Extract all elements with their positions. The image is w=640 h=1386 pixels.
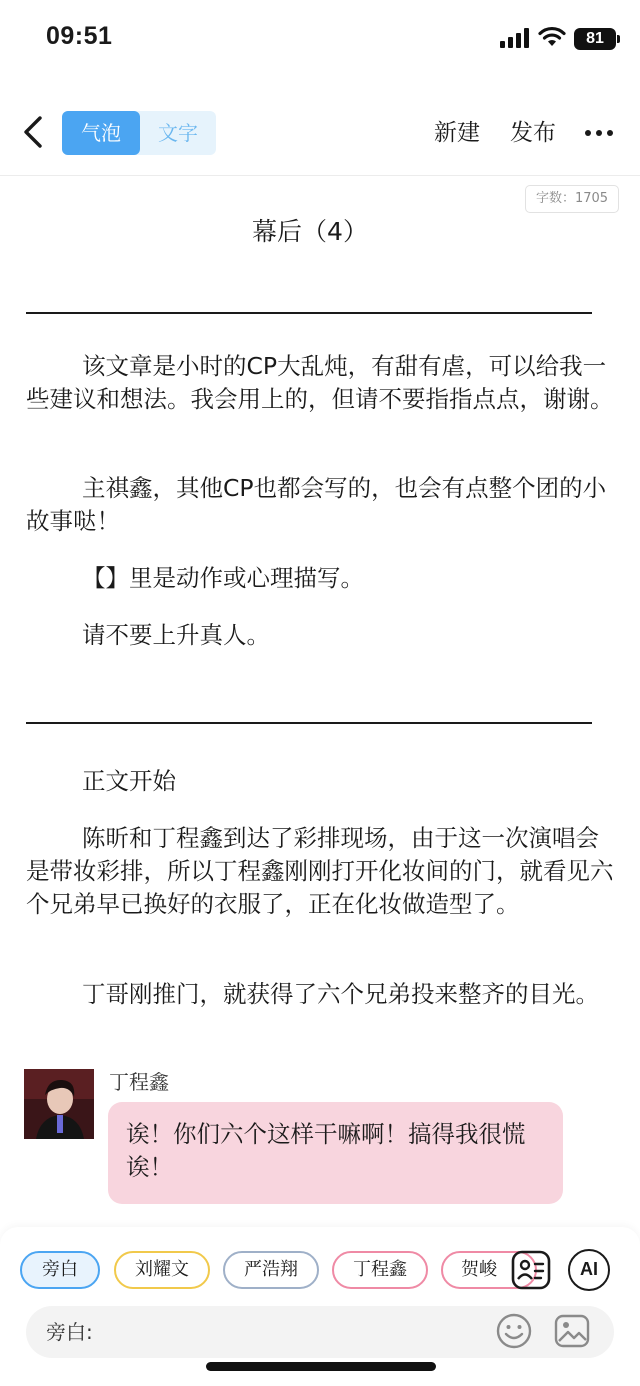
mode-bubble-tab[interactable]: 气泡 bbox=[62, 111, 140, 155]
message-input[interactable] bbox=[108, 1312, 488, 1352]
wifi-icon bbox=[538, 26, 566, 48]
battery-level: 81 bbox=[574, 28, 616, 50]
battery-cap bbox=[617, 35, 620, 43]
back-arrow-icon[interactable] bbox=[16, 110, 52, 154]
divider-line bbox=[26, 312, 592, 314]
document-title[interactable]: 幕后（4） bbox=[252, 217, 368, 246]
paragraph-story-2[interactable]: 丁哥刚推门，就获得了六个兄弟投来整齐的目光。 bbox=[82, 980, 599, 1008]
paragraph-bracket-note[interactable]: 【】里是动作或心理描写。 bbox=[82, 564, 364, 592]
status-time: 09:51 bbox=[46, 22, 113, 50]
publish-button[interactable]: 发布 bbox=[510, 120, 556, 146]
new-button[interactable]: 新建 bbox=[434, 120, 480, 146]
emoji-icon[interactable] bbox=[495, 1312, 533, 1350]
ai-assist-button[interactable]: AI bbox=[568, 1249, 610, 1291]
input-role-label: 旁白: bbox=[46, 1320, 93, 1344]
cellular-signal-icon bbox=[500, 28, 532, 48]
more-options-icon[interactable] bbox=[584, 118, 614, 148]
mode-text-tab[interactable]: 文字 bbox=[158, 121, 198, 145]
image-icon[interactable] bbox=[553, 1312, 591, 1350]
role-chip-he-junlin[interactable]: 贺峻 bbox=[441, 1251, 537, 1289]
paragraph-disclaimer[interactable]: 请不要上升真人。 bbox=[82, 621, 270, 649]
chat-bubble[interactable]: 诶！你们六个这样干嘛啊！搞得我很慌诶！ bbox=[108, 1102, 563, 1204]
speaker-name: 丁程鑫 bbox=[109, 1070, 169, 1094]
home-indicator bbox=[206, 1362, 436, 1371]
divider-line bbox=[26, 722, 592, 724]
role-chip-narrator[interactable]: 旁白 bbox=[20, 1251, 100, 1289]
word-count-badge: 字数：1705 bbox=[525, 185, 619, 213]
avatar-portrait-icon bbox=[24, 1069, 94, 1139]
paragraph-start[interactable]: 正文开始 bbox=[82, 767, 176, 795]
top-navigation bbox=[0, 100, 640, 176]
role-selector bbox=[20, 1251, 497, 1291]
role-chip-yan-haoxiang[interactable]: 严浩翔 bbox=[223, 1251, 319, 1289]
role-chip-liu-yaowen[interactable]: 刘耀文 bbox=[114, 1251, 210, 1289]
mode-switch bbox=[62, 111, 216, 155]
paragraph-intro[interactable]: 该文章是小时的CP大乱炖，有甜有虐，可以给我一些建议和想法。我会用上的，但请不要指指点点，谢谢。 bbox=[26, 352, 614, 413]
role-list-icon[interactable] bbox=[510, 1249, 552, 1291]
paragraph-story-1[interactable]: 陈昕和丁程鑫到达了彩排现场，由于这一次演唱会是带妆彩排，所以丁程鑫刚刚打开化妆间的门，就看见六个兄弟早已换好的衣服了，正在化妆做造型了。 bbox=[26, 824, 614, 918]
role-chip-ding-chengxin[interactable]: 丁程鑫 bbox=[332, 1251, 428, 1289]
paragraph-cp-note[interactable]: 主祺鑫，其他CP也都会写的，也会有点整个团的小故事哒！ bbox=[26, 474, 607, 535]
status-bar bbox=[0, 0, 640, 80]
avatar[interactable] bbox=[24, 1069, 94, 1139]
